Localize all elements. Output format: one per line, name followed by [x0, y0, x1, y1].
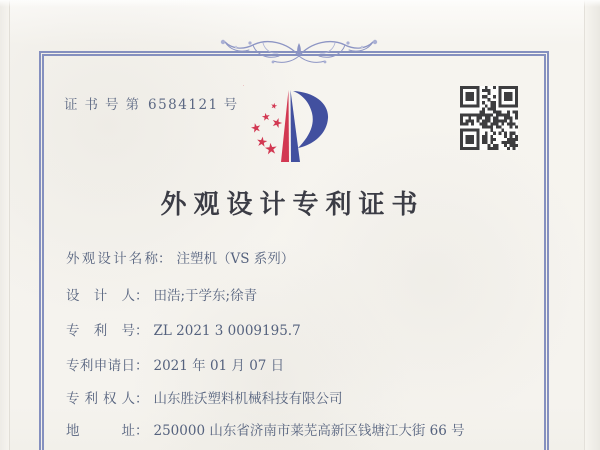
qr-code — [460, 86, 518, 150]
field-row-designers — [66, 288, 257, 304]
certificate-title: 外观设计专利证书 — [160, 190, 425, 220]
logo-triangle-blue — [291, 90, 301, 162]
field-colon: ： — [135, 358, 149, 374]
field-value: 山东胜沃塑料机械科技有限公司 — [153, 391, 343, 407]
field-row-patent-number — [66, 323, 301, 339]
logo-stars — [243, 85, 283, 155]
field-row-patentee — [66, 391, 343, 407]
field-row-design-name — [66, 251, 294, 267]
field-colon: ： — [135, 423, 149, 439]
field-value: 250000 山东省济南市莱芜高新区钱塘江大街 66 号 — [153, 423, 465, 439]
logo-triangle-red — [281, 90, 289, 162]
field-row-address — [66, 423, 465, 439]
paper-left-edge — [0, 0, 10, 450]
certificate-number-line — [64, 93, 237, 113]
field-colon: ： — [135, 323, 149, 339]
field-label: 外观设计名称 — [66, 251, 158, 267]
field-label: 设计人 — [66, 288, 135, 304]
field-colon: ： — [158, 251, 172, 267]
paper-right-edge — [584, 0, 600, 450]
certificate-number-prefix: 证书号第 — [64, 97, 146, 113]
logo-p-bowl — [293, 91, 328, 148]
field-value: 田浩;于学东;徐青 — [153, 288, 258, 304]
field-label: 专利申请日 — [66, 358, 135, 374]
certificate-number-suffix: 号 — [223, 97, 238, 113]
paper-top-edge — [0, 0, 600, 7]
field-label: 专利号 — [66, 323, 135, 339]
field-colon: ： — [135, 288, 149, 304]
field-colon: ： — [135, 391, 149, 407]
certificate-number: 6584121 — [148, 97, 219, 113]
field-value: ZL 2021 3 0009195.7 — [153, 323, 301, 339]
field-value: 2021 年 01 月 07 日 — [153, 358, 285, 374]
field-row-application-date — [66, 358, 284, 374]
field-value: 注塑机（VS 系列） — [176, 251, 295, 267]
floral-ornament-icon — [203, 33, 395, 75]
cnipa-patent-logo-icon — [243, 85, 338, 170]
field-label: 地址 — [66, 423, 135, 439]
field-label: 专利权人 — [66, 391, 135, 407]
